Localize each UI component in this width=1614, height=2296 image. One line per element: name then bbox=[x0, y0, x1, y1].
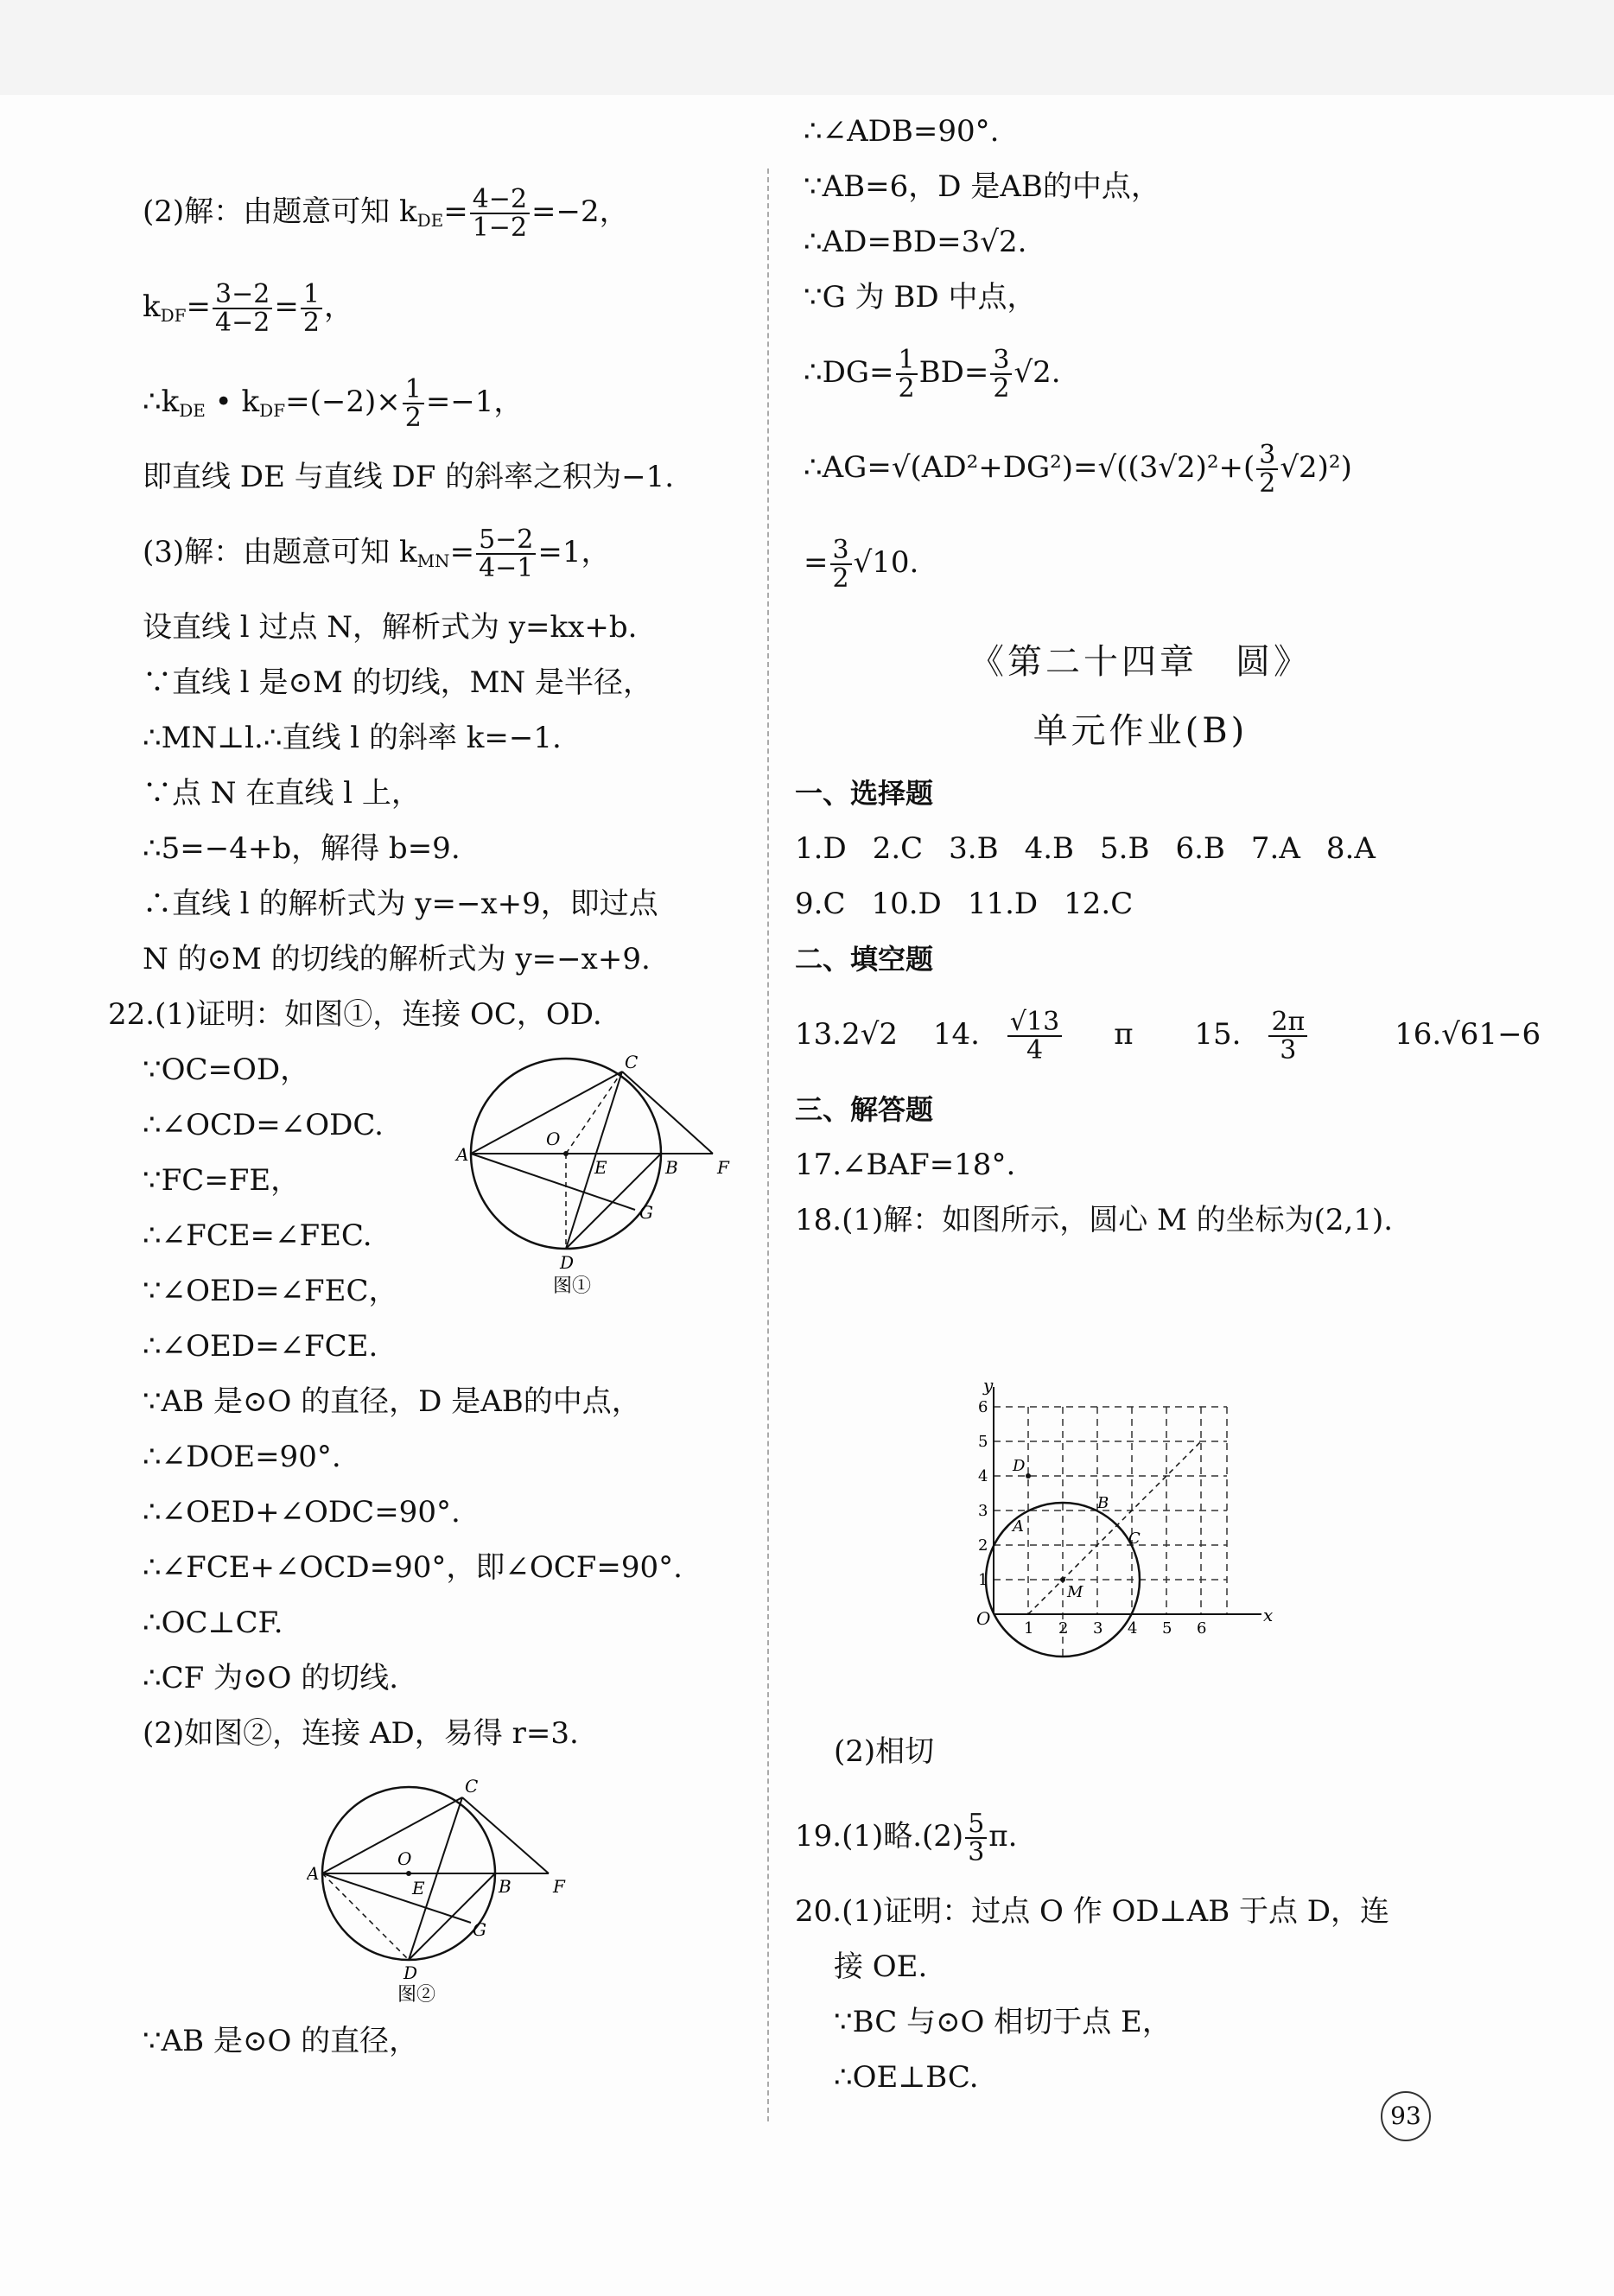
text: 19.(1)略.(2) bbox=[795, 1819, 964, 1854]
fraction bbox=[896, 344, 918, 404]
answer: 13.2√2 bbox=[795, 1017, 898, 1052]
label-c: C bbox=[1128, 1530, 1141, 1548]
text: • k bbox=[205, 385, 260, 419]
text: =(−2)× bbox=[285, 385, 401, 419]
section-heading: 三、解答题 bbox=[795, 1093, 934, 1126]
segment-cf bbox=[622, 1072, 713, 1154]
text: ∴DG= bbox=[804, 355, 894, 390]
text-line: ∴∠FCE=∠FEC. bbox=[143, 1218, 372, 1253]
label-e: E bbox=[412, 1878, 425, 1898]
y-tick: 3 bbox=[978, 1502, 988, 1520]
answer: 9.C bbox=[795, 887, 846, 921]
point-d bbox=[1026, 1473, 1031, 1479]
coordinate-graph bbox=[959, 1374, 1279, 1702]
numerator: 4−2 bbox=[470, 186, 530, 215]
fraction bbox=[470, 183, 530, 243]
text-line: 18.(1)解：如图所示，圆心 M 的坐标为(2,1). bbox=[795, 1203, 1394, 1237]
text: (3)解：由题意可知 k bbox=[143, 535, 417, 569]
text-line: ∴∠OCD=∠ODC. bbox=[143, 1108, 384, 1142]
text-line: ∴∠OED+∠ODC=90°. bbox=[143, 1495, 461, 1530]
numerator: 1 bbox=[403, 376, 424, 405]
text: =−1， bbox=[425, 385, 524, 419]
label-g: G bbox=[639, 1202, 653, 1223]
text-line: ∴∠ADB=90°. bbox=[804, 114, 1000, 149]
text-line: ∵BC 与⊙O 相切于点 E， bbox=[834, 2005, 1172, 2039]
denominator: 2 bbox=[832, 563, 849, 594]
answer: 4.B bbox=[1024, 831, 1075, 866]
denominator: 4−2 bbox=[215, 308, 270, 338]
text: (2)解：由题意可知 k bbox=[143, 194, 417, 229]
unit-title: 单元作业(B) bbox=[1033, 711, 1249, 751]
answer: 8.A bbox=[1325, 831, 1376, 866]
chapter-title: 《第二十四章 圆》 bbox=[969, 642, 1312, 682]
column-divider bbox=[767, 169, 769, 2121]
denominator: 2 bbox=[1259, 468, 1276, 499]
text-line bbox=[143, 164, 747, 259]
label-a: A bbox=[1013, 1517, 1024, 1536]
text: √2. bbox=[1014, 355, 1061, 390]
figure-caption: 图② bbox=[397, 1984, 436, 2005]
text-line: ∴OC⊥CF. bbox=[143, 1606, 283, 1640]
text-line: ∴∠DOE=90°. bbox=[143, 1440, 341, 1474]
fraction bbox=[213, 278, 272, 338]
text-line bbox=[143, 354, 747, 449]
x-tick: 2 bbox=[1058, 1619, 1069, 1638]
text-line: ∴OE⊥BC. bbox=[834, 2060, 979, 2095]
text-line: ∵OC=OD， bbox=[143, 1053, 310, 1087]
tangent-line bbox=[1028, 1441, 1201, 1614]
text-line: ∴AD=BD=3√2. bbox=[804, 225, 1027, 259]
text: ， bbox=[323, 289, 353, 324]
segment-ag bbox=[322, 1873, 471, 1923]
section-heading: 一、选择题 bbox=[795, 777, 934, 810]
numerator: 3 bbox=[990, 347, 1012, 376]
point-o bbox=[406, 1871, 411, 1876]
text: =−2， bbox=[531, 194, 629, 229]
text: = bbox=[804, 545, 829, 580]
subscript: DF bbox=[259, 400, 286, 421]
answer: 5.B bbox=[1100, 831, 1150, 866]
text-line: ∴5=−4+b，解得 b=9. bbox=[143, 831, 461, 866]
text-line bbox=[804, 420, 1477, 515]
text: = bbox=[274, 289, 299, 324]
subscript: DF bbox=[160, 305, 187, 326]
answer bbox=[933, 987, 1160, 1082]
text-line: 20.(1)证明：过点 O 作 OD⊥AB 于点 D，连 bbox=[795, 1894, 1390, 1929]
answer: 6.B bbox=[1175, 831, 1225, 866]
fraction bbox=[476, 526, 536, 582]
fraction bbox=[965, 1810, 987, 1867]
y-tick: 5 bbox=[978, 1433, 988, 1451]
label-o: O bbox=[546, 1129, 561, 1149]
section-heading: 二、填空题 bbox=[795, 943, 934, 976]
answer: 3.B bbox=[949, 831, 999, 866]
answer: 1.D bbox=[795, 831, 847, 866]
text-line: ∵G 为 BD 中点， bbox=[804, 280, 1037, 315]
fraction bbox=[830, 534, 852, 594]
label-g: G bbox=[473, 1919, 486, 1940]
label-d: D bbox=[560, 1252, 575, 1273]
x-tick: 1 bbox=[1024, 1619, 1034, 1638]
numerator: 2π bbox=[1268, 1008, 1307, 1038]
text-line: ∵∠OED=∠FEC， bbox=[143, 1274, 398, 1308]
label-d: D bbox=[1013, 1457, 1026, 1475]
numerator: 3 bbox=[1256, 442, 1278, 471]
fraction bbox=[1268, 1008, 1333, 1065]
text-line: 22.(1)证明：如图①，连接 OC，OD. bbox=[108, 997, 602, 1032]
label-b: B bbox=[499, 1876, 512, 1897]
text-line: 即直线 DE 与直线 DF 的斜率之积为−1. bbox=[143, 460, 675, 494]
label-a: A bbox=[307, 1863, 320, 1884]
text: ∴AG=√(AD²+DG²)=√((3√2)²+( bbox=[804, 450, 1255, 485]
x-tick: 3 bbox=[1093, 1619, 1103, 1638]
answers-row bbox=[795, 876, 1477, 932]
right-column bbox=[795, 114, 1541, 1248]
text: k bbox=[143, 289, 161, 324]
text: = bbox=[443, 194, 468, 229]
text-line: 17.∠BAF=18°. bbox=[795, 1148, 1016, 1182]
fraction bbox=[1256, 439, 1278, 499]
point-m bbox=[1060, 1577, 1065, 1582]
text-line: ∴直线 l 的解析式为 y=−x+9，即过点 bbox=[143, 887, 658, 921]
text-line: ∴CF 为⊙O 的切线. bbox=[143, 1661, 399, 1695]
text: π. bbox=[988, 1819, 1018, 1854]
label-a: A bbox=[456, 1144, 469, 1165]
denominator: 4−1 bbox=[479, 553, 534, 583]
text-line bbox=[804, 515, 1477, 610]
answer: 11.D bbox=[967, 887, 1039, 921]
text: = bbox=[449, 535, 475, 569]
numerator: 5−2 bbox=[476, 526, 536, 556]
text: √10. bbox=[853, 545, 919, 580]
text: = bbox=[186, 289, 212, 324]
denominator: 2 bbox=[302, 308, 320, 338]
denominator: 1−2 bbox=[472, 213, 528, 243]
text: ∴k bbox=[143, 385, 180, 419]
denominator: 2 bbox=[404, 403, 422, 433]
y-tick: 6 bbox=[978, 1398, 988, 1416]
denominator: 3 bbox=[968, 1837, 985, 1867]
denominator: 4 bbox=[1026, 1035, 1044, 1065]
answers-row bbox=[795, 821, 1477, 876]
x-label: x bbox=[1263, 1605, 1274, 1625]
label-f: F bbox=[717, 1157, 729, 1178]
text: BD= bbox=[918, 355, 989, 390]
text: √2)²) bbox=[1280, 450, 1352, 485]
text-line bbox=[795, 1789, 1017, 1884]
answer bbox=[1194, 987, 1359, 1082]
denominator: 2 bbox=[993, 373, 1010, 404]
answer: 2.C bbox=[872, 831, 924, 866]
label-e: E bbox=[594, 1157, 607, 1178]
page-number: 93 bbox=[1381, 2091, 1431, 2141]
numerator: 3−2 bbox=[213, 281, 272, 310]
segment-cf bbox=[462, 1797, 549, 1873]
text-line bbox=[143, 505, 747, 600]
text-line: ∴MN⊥l.∴直线 l 的斜率 k=−1. bbox=[143, 721, 562, 755]
text-line: ∵点 N 在直线 l 上， bbox=[143, 776, 421, 811]
figure-caption: 图① bbox=[553, 1275, 592, 1297]
label-b: B bbox=[1097, 1494, 1109, 1512]
label-c: C bbox=[465, 1776, 479, 1797]
denominator: 2 bbox=[898, 373, 915, 404]
answer: 16.√61−6 bbox=[1395, 1017, 1541, 1052]
y-tick: 1 bbox=[978, 1571, 988, 1589]
fraction bbox=[301, 278, 322, 338]
label-f: F bbox=[553, 1876, 565, 1897]
numerator: 1 bbox=[896, 347, 918, 376]
text-line: ∴∠FCE+∠OCD=90°，即∠OCF=90°. bbox=[143, 1550, 683, 1585]
answer: 10.D bbox=[871, 887, 942, 921]
x-tick: 4 bbox=[1128, 1619, 1138, 1638]
text-line bbox=[143, 259, 747, 354]
answers-row bbox=[795, 987, 1541, 1082]
y-tick: 2 bbox=[978, 1536, 988, 1555]
denominator: 3 bbox=[1280, 1035, 1297, 1065]
figure-2 bbox=[307, 1771, 583, 2005]
text-line: (2)如图②，连接 AD，易得 r=3. bbox=[143, 1716, 579, 1751]
text-line: N 的⊙M 的切线的解析式为 y=−x+9. bbox=[143, 942, 651, 976]
fraction bbox=[1007, 1008, 1088, 1065]
numerator: 3 bbox=[830, 537, 852, 566]
segment-ad bbox=[322, 1873, 409, 1960]
x-tick: 6 bbox=[1197, 1619, 1207, 1638]
text-line: 设直线 l 过点 N，解析式为 y=kx+b. bbox=[143, 610, 638, 645]
label-c: C bbox=[625, 1052, 639, 1072]
answer: 12.C bbox=[1064, 887, 1134, 921]
numerator: 1 bbox=[301, 281, 322, 310]
text-line: ∴∠OED=∠FCE. bbox=[143, 1329, 378, 1364]
point-o bbox=[563, 1151, 569, 1156]
fraction bbox=[990, 344, 1012, 404]
numerator: 5 bbox=[965, 1810, 987, 1840]
text-line bbox=[804, 325, 1477, 420]
y-tick: 4 bbox=[978, 1467, 988, 1485]
text: 14. bbox=[932, 1017, 980, 1052]
text: 15. bbox=[1194, 1017, 1242, 1052]
subscript: DE bbox=[179, 400, 206, 421]
label-b: B bbox=[665, 1157, 678, 1178]
subscript: DE bbox=[416, 210, 444, 231]
left-column bbox=[108, 164, 747, 1761]
x-tick: 5 bbox=[1162, 1619, 1172, 1638]
origin-label: O bbox=[976, 1608, 991, 1629]
label-o: O bbox=[397, 1848, 412, 1869]
numerator: √13 bbox=[1007, 1008, 1062, 1038]
page-top-band bbox=[0, 0, 1614, 95]
y-label: y bbox=[983, 1375, 994, 1396]
answer: 7.A bbox=[1250, 831, 1300, 866]
text-line: ∵FC=FE， bbox=[143, 1163, 301, 1198]
text-line: ∵AB 是⊙O 的直径， bbox=[143, 2024, 419, 2058]
text: π bbox=[1114, 1017, 1134, 1052]
segment-oc bbox=[566, 1072, 622, 1154]
label-m: M bbox=[1067, 1583, 1083, 1601]
text-line: 接 OE. bbox=[834, 1949, 928, 1984]
segment-ag bbox=[471, 1154, 635, 1210]
text-line: ∵AB=6，D 是AB的中点， bbox=[804, 169, 1160, 204]
label-d: D bbox=[404, 1962, 418, 1983]
text-line: (2)相切 bbox=[834, 1734, 935, 1769]
figure-1 bbox=[449, 1046, 743, 1305]
text-line: ∵直线 l 是⊙M 的切线，MN 是半径， bbox=[143, 665, 652, 700]
subscript: MN bbox=[416, 550, 450, 571]
fraction bbox=[403, 373, 424, 433]
text-line: ∵AB 是⊙O 的直径，D 是AB的中点， bbox=[143, 1384, 641, 1419]
text: =1， bbox=[537, 535, 611, 569]
